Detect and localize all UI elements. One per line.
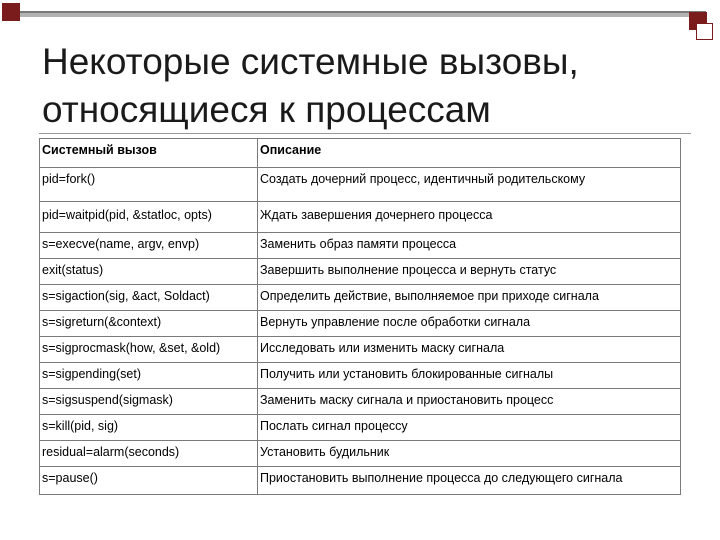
syscalls-table [39,138,681,495]
description-cell: Создать дочерний процесс, идентичный родительскому [258,168,681,202]
top-decorative-bar [12,11,706,17]
description-cell: Заменить образ памяти процесса [258,233,681,259]
right-outline-square-decoration [696,23,713,40]
table-row [40,233,681,259]
table-row [40,441,681,467]
title-underline [39,133,691,134]
syscall-cell: s=sigpending(set) [40,363,258,389]
table-header-row [40,139,681,168]
syscall-cell: s=pause() [40,467,258,495]
description-cell: Получить или установить блокированные сигналы [258,363,681,389]
syscall-cell: exit(status) [40,259,258,285]
table-row [40,467,681,495]
description-cell: Приостановить выполнение процесса до следующего сигнала [258,467,681,495]
slide-title: Некоторые системные вызовы, относящиеся к процессам [42,41,579,130]
table-row [40,168,681,202]
table-row [40,363,681,389]
description-cell: Послать сигнал процессу [258,415,681,441]
syscall-cell: residual=alarm(seconds) [40,441,258,467]
syscall-cell: s=execve(name, argv, envp) [40,233,258,259]
table-row [40,311,681,337]
syscall-cell: s=sigsuspend(sigmask) [40,389,258,415]
syscall-cell: s=kill(pid, sig) [40,415,258,441]
header-syscall: Системный вызов [40,139,258,168]
syscall-cell: s=sigprocmask(how, &set, &old) [40,337,258,363]
table-row [40,389,681,415]
left-square-decoration [2,3,20,21]
description-cell: Ждать завершения дочернего процесса [258,202,681,233]
table-row [40,337,681,363]
table-row [40,415,681,441]
table-row [40,259,681,285]
description-cell: Исследовать или изменить маску сигнала [258,337,681,363]
table-row [40,202,681,233]
syscall-cell: pid=fork() [40,168,258,202]
table-row [40,285,681,311]
description-cell: Определить действие, выполняемое при приходе сигнала [258,285,681,311]
description-cell: Завершить выполнение процесса и вернуть статус [258,259,681,285]
syscall-cell: s=sigaction(sig, &act, Soldact) [40,285,258,311]
syscall-cell: s=sigreturn(&context) [40,311,258,337]
syscall-cell: pid=waitpid(pid, &statloc, opts) [40,202,258,233]
description-cell: Вернуть управление после обработки сигнала [258,311,681,337]
description-cell: Заменить маску сигнала и приостановить процесс [258,389,681,415]
description-cell: Установить будильник [258,441,681,467]
header-description: Описание [258,139,681,168]
